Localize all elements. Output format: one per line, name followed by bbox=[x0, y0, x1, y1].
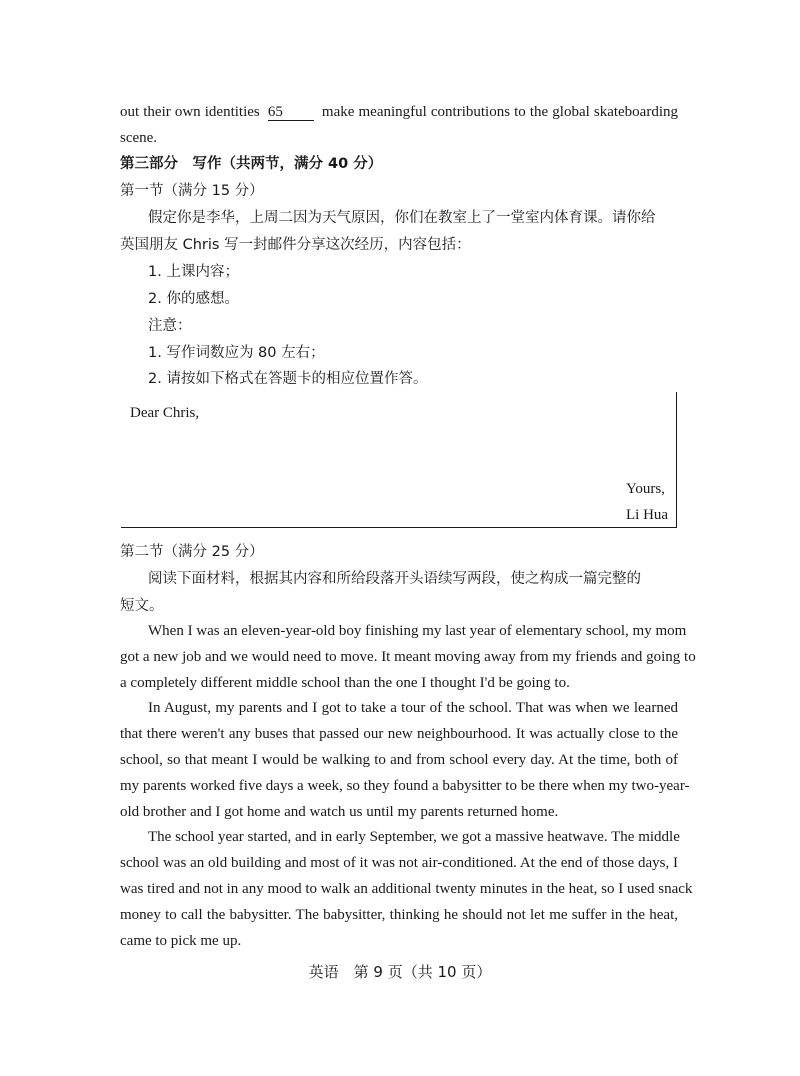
story-p2-line-1: In August, my parents and I got to take a tour of the school. That was when we learned bbox=[148, 700, 678, 716]
section2-heading: 第二节（满分 25 分） bbox=[120, 544, 264, 560]
story-p1-line-3: a completely different middle school than the one I thought I'd be going to. bbox=[120, 675, 570, 691]
content-item-1: 1. 上课内容； bbox=[148, 264, 239, 280]
letter-signature: Li Hua bbox=[626, 507, 669, 523]
letter-box-right-border bbox=[676, 392, 677, 527]
letter-box-bottom-border bbox=[121, 527, 677, 528]
top-paragraph-line-1 bbox=[120, 102, 678, 122]
story-p2-line-3: school, so that meant I would be walking to and from school every day. At the time, both of bbox=[120, 752, 678, 768]
section2-instruction-line-1: 阅读下面材料，根据其内容和所给段落开头语续写两段，使之构成一篇完整的 bbox=[148, 571, 641, 587]
note-1: 1. 写作词数应为 80 左右； bbox=[148, 345, 325, 361]
page-footer: 英语 第 9 页（共 10 页） bbox=[308, 963, 492, 981]
section2-instruction-line-2: 短文。 bbox=[120, 598, 164, 614]
text-before-blank: out their own identities bbox=[120, 104, 260, 120]
letter-greeting: Dear Chris, bbox=[130, 405, 200, 421]
story-p3-line-5: came to pick me up. bbox=[120, 933, 242, 949]
story-p3-line-2: school was an old building and most of it was not air-conditioned. At the end of those days, I bbox=[120, 855, 678, 871]
section1-prompt-line-2: 英国朋友 Chris 写一封邮件分享这次经历，内容包括： bbox=[120, 237, 471, 253]
content-item-2: 2. 你的感想。 bbox=[148, 291, 239, 307]
story-p3-line-1: The school year started, and in early September, we got a massive heatwave. The middle bbox=[148, 829, 680, 845]
story-p1-line-2: got a new job and we would need to move. It meant moving away from my friends and going to bbox=[120, 649, 696, 665]
story-p2-line-5: old brother and I got home and watch us until my parents returned home. bbox=[120, 804, 559, 820]
story-p1-line-1: When I was an eleven-year-old boy finishing my last year of elementary school, my mom bbox=[148, 623, 687, 639]
section1-heading: 第一节（满分 15 分） bbox=[120, 183, 264, 199]
text-after-blank: make meaningful contributions to the global skateboarding bbox=[321, 104, 679, 120]
story-p3-line-4: money to call the babysitter. The babysitter, thinking he should not let me suffer in the heat, bbox=[120, 907, 678, 923]
note-2: 2. 请按如下格式在答题卡的相应位置作答。 bbox=[148, 371, 428, 387]
section1-prompt-line-1: 假定你是李华，上周二因为天气原因，你们在教室上了一堂室内体育课。请你给 bbox=[148, 210, 656, 226]
story-p2-line-2: that there weren't any buses that passed our new neighbourhood. It was actually close to the bbox=[120, 726, 678, 742]
story-p2-line-4: my parents worked five days a week, so they found a babysitter to be there when my two-year- bbox=[120, 778, 690, 794]
part3-heading: 第三部分 写作（共两节，满分 40 分） bbox=[120, 156, 383, 172]
top-paragraph-line-2: scene. bbox=[120, 130, 158, 146]
blank-65: 65 bbox=[268, 104, 314, 121]
story-p3-line-3: was tired and not in any mood to walk an additional twenty minutes in the heat, so I used snack bbox=[120, 881, 693, 897]
notes-label: 注意： bbox=[148, 318, 192, 334]
letter-closing: Yours, bbox=[626, 481, 665, 497]
